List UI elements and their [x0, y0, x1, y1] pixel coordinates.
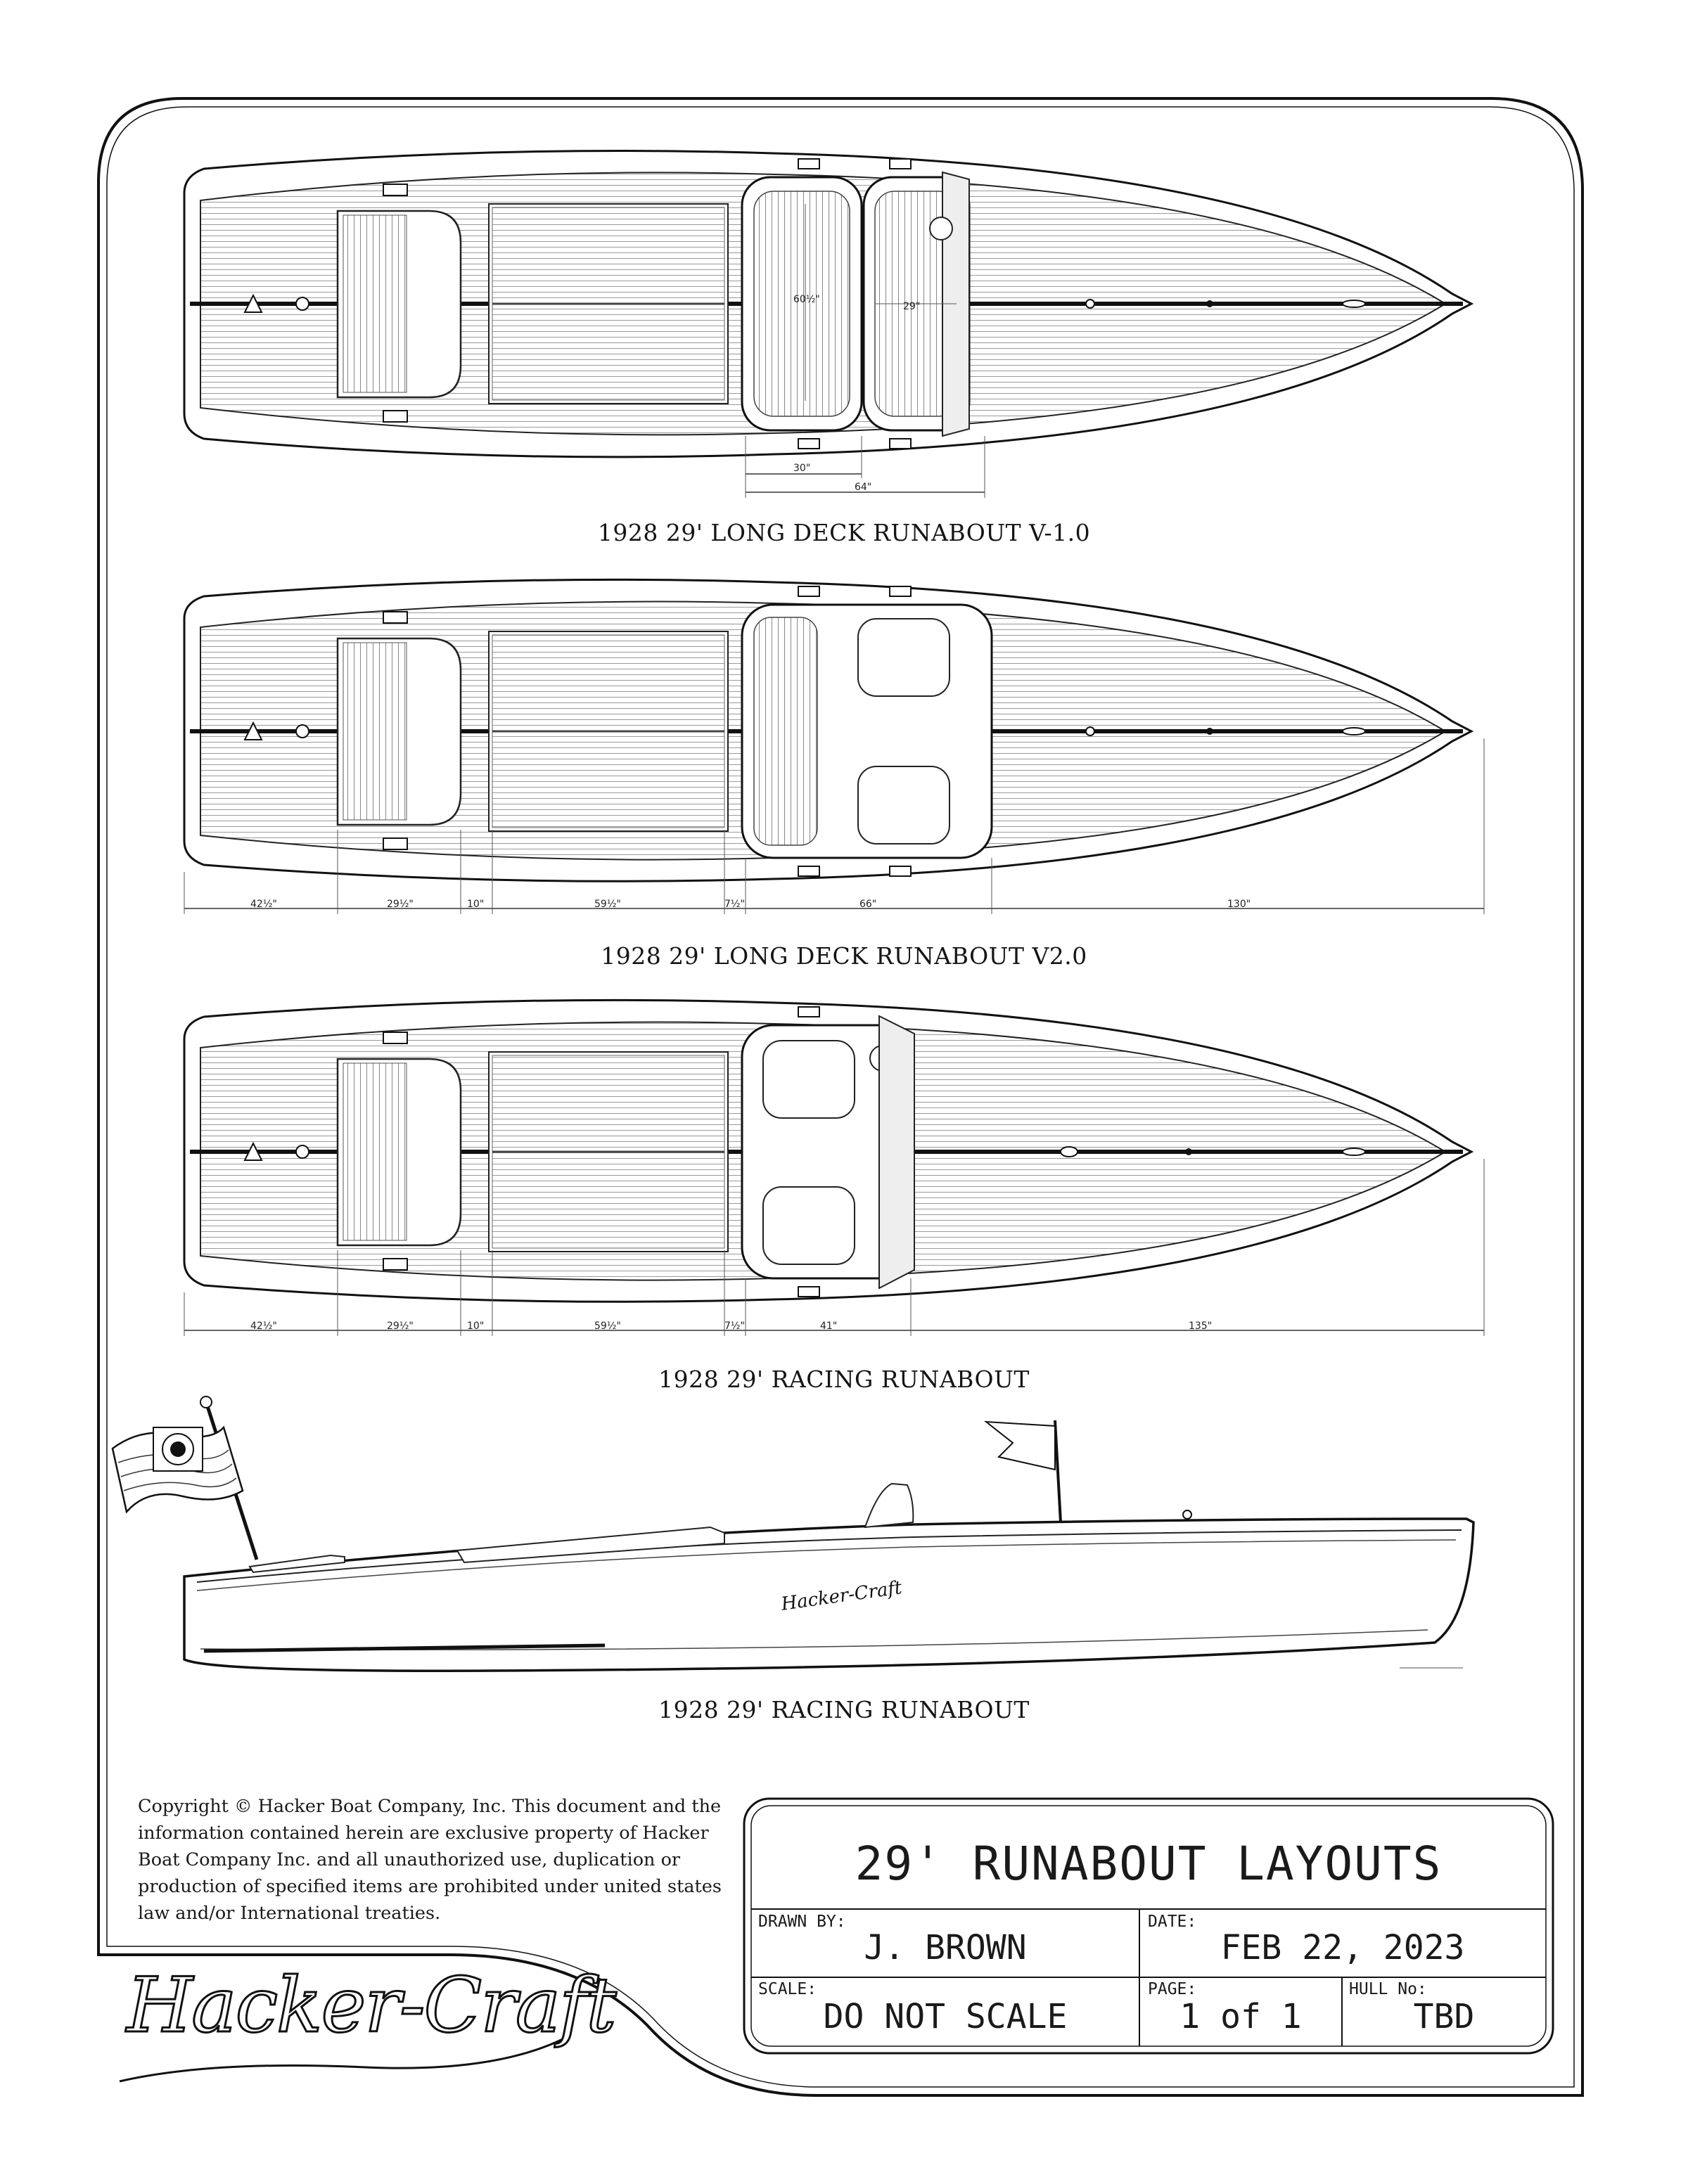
dim-v2-4: 7½" [724, 899, 745, 910]
scale-label: SCALE: [758, 1980, 817, 1998]
caption-racing-profile: 1928 29' RACING RUNABOUT [658, 1696, 1030, 1723]
dim-v1-seat-width: 29" [903, 301, 921, 312]
hull-value: TBD [1413, 1997, 1475, 2036]
scale-value: DO NOT SCALE [823, 1997, 1068, 2036]
dim-v2-5: 66" [859, 899, 877, 910]
page-value: 1 of 1 [1179, 1997, 1302, 2036]
drawn-by-label: DRAWN BY: [758, 1913, 846, 1931]
dim-racing-4: 7½" [724, 1321, 745, 1332]
copyright-notice: Copyright © Hacker Boat Company, Inc. This document and the information contained herein are exclusive property of Hacker Boat Company Inc. and all unauthorized use, duplication or production of specified items are prohibited under united states law and/or International treaties. [138, 1796, 722, 1924]
date-value: FEB 22, 2023 [1220, 1928, 1465, 1967]
hull-label: HULL No: [1349, 1980, 1427, 1998]
date-label: DATE: [1148, 1913, 1197, 1931]
dim-v2-6: 130" [1227, 899, 1251, 910]
dim-v2-0: 42½" [250, 899, 277, 910]
dim-v1-cockpit-b: 64" [855, 482, 872, 493]
hull-signature: Hacker-Craft [779, 1577, 904, 1615]
page-label: PAGE: [1148, 1980, 1197, 1998]
dim-racing-3: 59½" [594, 1321, 621, 1332]
dim-v2-3: 59½" [594, 899, 621, 910]
dim-v1-cockpit-a: 30" [793, 463, 811, 474]
dim-v2-2: 10" [467, 899, 485, 910]
dim-v1-seat-depth: 60½" [793, 294, 820, 305]
dim-racing-0: 42½" [250, 1321, 277, 1332]
caption-v2: 1928 29' LONG DECK RUNABOUT V2.0 [601, 942, 1087, 970]
caption-racing-plan: 1928 29' RACING RUNABOUT [658, 1366, 1030, 1393]
dim-racing-1: 29½" [387, 1321, 414, 1332]
hacker-craft-logo: Hacker-Craft [127, 1962, 615, 2050]
title-block-title: 29' RUNABOUT LAYOUTS [855, 1837, 1443, 1891]
drawn-by-value: J. BROWN [864, 1928, 1027, 1967]
dim-racing-6: 135" [1189, 1321, 1213, 1332]
caption-v1: 1928 29' LONG DECK RUNABOUT V-1.0 [597, 519, 1091, 546]
dim-racing-2: 10" [467, 1321, 485, 1332]
dim-v2-1: 29½" [387, 899, 414, 910]
dim-racing-5: 41" [820, 1321, 838, 1332]
